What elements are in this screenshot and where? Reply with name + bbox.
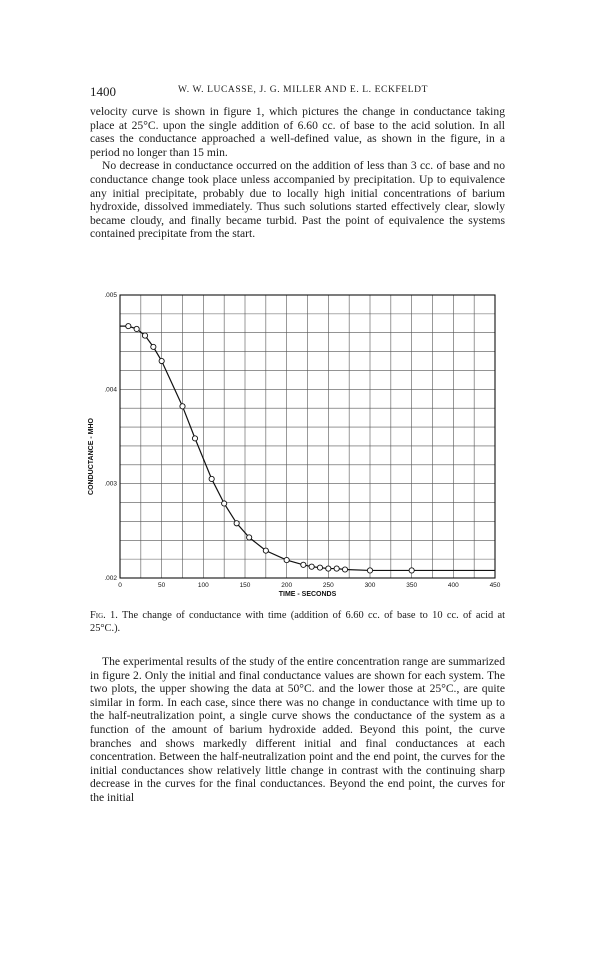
data-point	[317, 565, 322, 570]
data-point	[234, 521, 239, 526]
y-tick-label: .002	[104, 575, 117, 582]
data-point	[192, 436, 197, 441]
x-tick-label: 0	[118, 582, 122, 589]
data-point	[126, 324, 131, 329]
data-point	[142, 333, 147, 338]
body-text-top	[90, 105, 505, 241]
data-point	[334, 566, 339, 571]
y-tick-label: .004	[104, 386, 117, 394]
x-tick-label: 250	[322, 582, 334, 589]
data-point	[247, 535, 252, 540]
paragraph: The experimental results of the study of the entire concentration range are summarized in figure 2. Only the initial and final conductance values are shown for each system. The two plots, the upper showing the data at 50°C. and the lower those at 25°C., are quite similar in form. In each case, since there was no change in conductance with time up to the half-neutralization point, a single curve shows the conductance of the system as a function of the amount of barium hydroxide added. Beyond this point, the curve branches and shows markedly different initial and final conductances at each concentration. Between the half-neutralization point and the end point, the curves for the initial conductances show relatively little change in contrast with the continuing sharp decrease in the curves for the final conductances. Beyond the end point, the curves for the initial	[90, 655, 505, 804]
figure-caption	[90, 610, 505, 635]
data-point	[309, 564, 314, 569]
x-tick-label: 50	[158, 582, 166, 589]
x-tick-label: 450	[489, 582, 501, 589]
x-axis-label: TIME - SECONDS	[278, 591, 337, 598]
page-number: 1400	[90, 84, 116, 99]
data-point	[367, 568, 372, 573]
figure-1	[80, 287, 510, 609]
y-tick-label: .003	[104, 480, 117, 488]
data-point	[284, 557, 289, 562]
x-tick-label: 100	[197, 582, 209, 589]
data-point	[159, 358, 164, 363]
running-head: W. W. LUCASSE, J. G. MILLER AND E. L. ECKFELDT	[178, 85, 428, 95]
paragraph: velocity curve is shown in figure 1, which pictures the change in conductance taking place at 25°C. upon the single addition of 6.60 cc. of base to the acid solution. In all cases the conductance approached a well-defined value, as shown in the figure, in a period no longer than 15 min.	[90, 105, 505, 159]
data-point	[222, 501, 227, 506]
data-point	[409, 568, 414, 573]
caption-text: The change of conductance with time (addition of 6.60 cc. of base to 10 cc. of acid at 25°C.).	[90, 610, 505, 634]
caption-label: Fig. 1.	[90, 610, 118, 621]
data-point	[209, 476, 214, 481]
data-point	[151, 344, 156, 349]
body-text-bottom	[90, 655, 505, 805]
x-tick-label: 200	[281, 582, 293, 589]
x-tick-label: 150	[239, 582, 251, 589]
data-point	[342, 567, 347, 572]
x-tick-label: 350	[406, 582, 418, 589]
data-point	[180, 404, 185, 409]
page-header	[90, 84, 505, 100]
data-point	[263, 548, 268, 553]
x-tick-label: 400	[447, 582, 459, 589]
conductance-chart	[80, 287, 510, 609]
paragraph: No decrease in conductance occurred on the addition of less than 3 cc. of base and no conductance change took place unless accompanied by precipitation. Up to equivalence any initial precipitate, probably due to locally high initial concentrations of barium hydroxide, dissolved immediately. Thus such solutions started effectively clear, slowly became cloudy, and finally became turbid. Past the point of equivalence the systems contained precipitate from the start.	[90, 159, 505, 241]
data-point	[326, 566, 331, 571]
y-axis-label: CONDUCTANCE - MHO	[88, 418, 95, 495]
x-tick-label: 300	[364, 582, 376, 589]
data-point	[134, 326, 139, 331]
y-tick-label: .005	[104, 292, 117, 299]
data-point	[301, 562, 306, 567]
